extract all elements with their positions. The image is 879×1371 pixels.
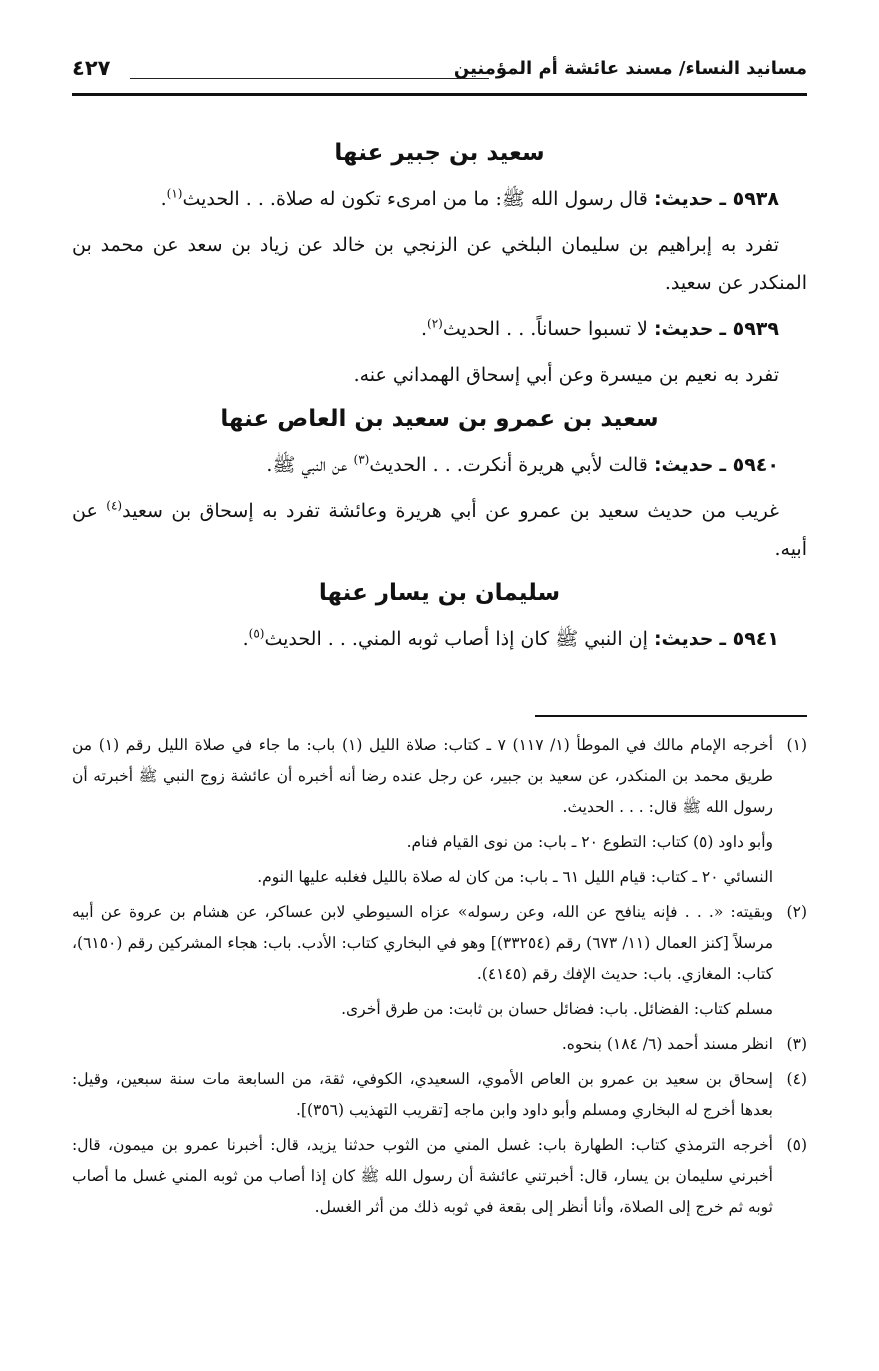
footnote bbox=[72, 1029, 807, 1060]
page-number: ٤٢٧ bbox=[72, 56, 111, 80]
hadith-text: لا تسبوا حساناً. . . الحديث bbox=[442, 318, 648, 340]
footnote-ref: (٤) bbox=[106, 498, 123, 513]
footnote-number: (٤) bbox=[786, 1070, 807, 1088]
footnote bbox=[72, 730, 807, 823]
hadith-label: حديث: bbox=[653, 188, 714, 210]
footnote-continuation: النسائي ٢٠ ـ كتاب: قيام الليل ٦١ ـ باب: من كان له صلاة بالليل فغلبه عليها النوم. bbox=[257, 868, 773, 886]
hadith-number: ٥٩٣٨ ـ bbox=[719, 188, 779, 210]
hadith-number: ٥٩٤٠ ـ bbox=[719, 454, 779, 476]
commentary-end: عن أبيه. bbox=[72, 500, 807, 560]
footnote-continuation: مسلم كتاب: الفضائل. باب: فضائل حسان بن ثابت: من طرق أخرى. bbox=[341, 1000, 773, 1018]
hadith-end: عن النبي ﷺ. bbox=[266, 454, 354, 476]
section-title: سليمان بن يسار عنها bbox=[318, 580, 561, 606]
footnote-text: وبقيته: «. . . فإنه ينافح عن الله، وعن رسوله» عزاه السيوطي لابن عساكر، عن هشام بن عروة عن أبيه مرسلاً [كنز العمال (١١/ ٦٧٣) رقم (٣٣٢٥٤)] وهو في البخاري كتاب: الأدب. باب: هجاء المشركين رقم (٦١٥٠)، كتاب: المغازي. باب: حديث الإفك رقم (٤١٤٥). bbox=[72, 903, 774, 983]
hadith-end: . bbox=[160, 188, 167, 210]
footnote-number: (١) bbox=[786, 736, 807, 754]
footnote-number: (٣) bbox=[786, 1035, 807, 1053]
header-rule bbox=[72, 93, 807, 96]
header-leader-line bbox=[130, 78, 489, 79]
hadith-end: . bbox=[420, 318, 428, 340]
hadith-label: حديث: bbox=[653, 454, 714, 476]
hadith-text: قالت لأبي هريرة أنكرت. . . الحديث bbox=[369, 454, 648, 476]
hadith-entry bbox=[72, 620, 807, 658]
footnote bbox=[72, 897, 807, 990]
page-header bbox=[72, 50, 807, 96]
footnote-ref: (٣) bbox=[353, 452, 370, 467]
section-title: سعيد بن جبير عنها bbox=[334, 140, 545, 166]
hadith-entry bbox=[72, 446, 807, 484]
footnote bbox=[72, 1130, 807, 1223]
footnote bbox=[72, 1064, 807, 1126]
footnotes bbox=[72, 730, 807, 1227]
footnote-text: أخرجه الإمام مالك في الموطأ (١/ ١١٧) ٧ ـ كتاب: صلاة الليل (١) باب: ما جاء في صلاة الليل رقم (١) من طريق محمد بن المنكدر، عن سعيد بن جبير، عن رجل عنده رضا أنه أخبره أن عائشة زوج النبي ﷺ أخبرته أن رسول الله ﷺ قال: . . . الحديث. bbox=[72, 736, 773, 816]
footnote-continuation: وأبو داود (٥) كتاب: التطوع ٢٠ ـ باب: من نوى القيام فنام. bbox=[406, 833, 773, 851]
hadith-entry bbox=[72, 310, 807, 348]
hadith-number: ٥٩٤١ ـ bbox=[719, 628, 779, 650]
footnote-text: إسحاق بن سعيد بن عمرو بن العاص الأموي، السعيدي، الكوفي، ثقة، من السابعة مات سنة سبعين، وقيل: بعدها أخرج له البخاري ومسلم وأبو داود وابن ماجه [تقريب التهذيب (٣٥٦)]. bbox=[72, 1070, 773, 1119]
main-text bbox=[72, 128, 807, 666]
footnote-text: أخرجه الترمذي كتاب: الطهارة باب: غسل المني من الثوب حدثنا يزيد، قال: أخبرنا عمرو بن ميمون، قال: أخبرني سليمان بن يسار، قال: أخبرتني عائشة أن رسول الله ﷺ كان إذا أصاب من ثوبه المني غسل ما أصاب ثوبه ثم خرج إلى الصلاة، وأنا أنظر إلى بقعة في ثوبه ذلك من أثر الغسل. bbox=[72, 1136, 773, 1216]
commentary: تفرد به نعيم بن ميسرة وعن أبي إسحاق الهمداني عنه. bbox=[353, 364, 779, 386]
footnote-number: (٥) bbox=[786, 1136, 807, 1154]
hadith-number: ٥٩٣٩ ـ bbox=[719, 318, 779, 340]
footnote-text: انظر مسند أحمد (٦/ ١٨٤) بنحوه. bbox=[561, 1035, 773, 1053]
hadith-text: قال رسول الله ﷺ: ما من امرىء تكون له صلاة. . . الحديث bbox=[182, 188, 648, 210]
footnote-ref: (١) bbox=[166, 186, 183, 201]
hadith-text: إن النبي ﷺ كان إذا أصاب ثوبه المني. . . الحديث bbox=[264, 628, 648, 650]
footnote-separator bbox=[535, 715, 807, 717]
footnote-ref: (٥) bbox=[248, 626, 265, 641]
hadith-label: حديث: bbox=[653, 318, 714, 340]
footnote-number: (٢) bbox=[786, 903, 807, 921]
commentary: تفرد به إبراهيم بن سليمان البلخي عن الزنجي بن خالد عن زياد بن سعد عن محمد بن المنكدر عن سعيد. bbox=[72, 234, 807, 294]
section-title: سعيد بن عمرو بن سعيد بن العاص عنها bbox=[220, 406, 659, 432]
hadith-end: . bbox=[242, 628, 249, 650]
commentary-text: غريب من حديث سعيد بن عمرو عن أبي هريرة وعائشة تفرد به إسحاق بن سعيد bbox=[122, 500, 779, 522]
footnote-ref: (٢) bbox=[427, 316, 443, 331]
hadith-label: حديث: bbox=[653, 628, 714, 650]
running-title: مسانيد النساء/ مسند عائشة أم المؤمنين bbox=[453, 58, 807, 79]
commentary bbox=[72, 492, 807, 568]
hadith-entry bbox=[72, 180, 807, 218]
